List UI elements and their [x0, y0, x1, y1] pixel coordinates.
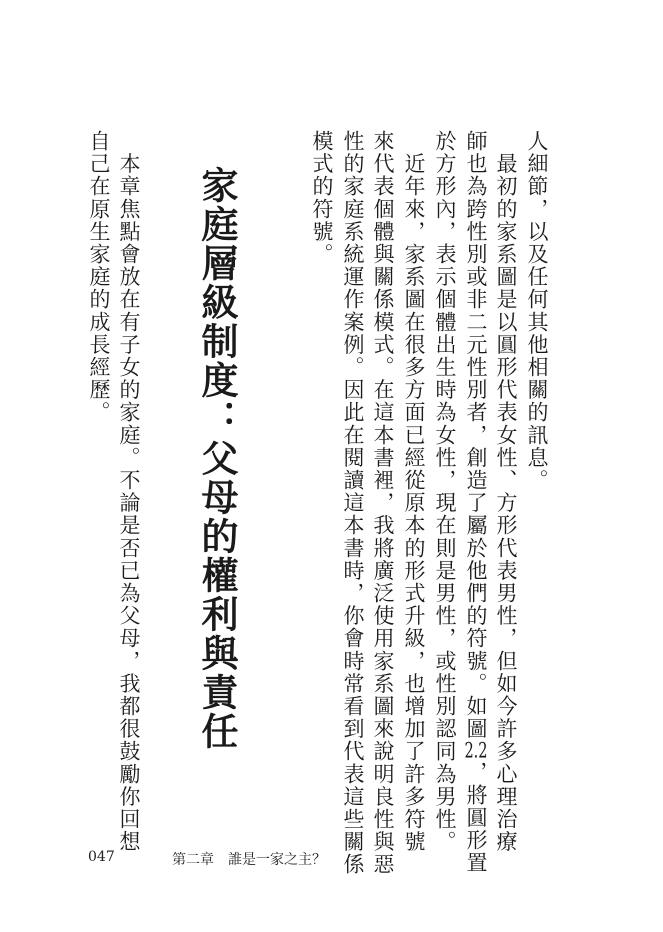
section-heading: 家庭層級制度：父母的權利與責任 [195, 166, 239, 751]
body-text-column-5: 近年來，家系圖在很多方面已經從原本的形式升級，也增加了許多符號 [402, 130, 426, 854]
body-text-column-4: 於方形內，表示個體出生時為女性，現在則是男性，或性別認同為男性。 [433, 130, 457, 854]
body-text-column-3-end: ，將圓形置 [464, 761, 488, 875]
section-text-column-1: 本章焦點會放在有子女的家庭。不論是否已為父母，我都很鼓勵你回想 [117, 130, 141, 854]
body-text-column-1: 人細節，以及任何其他相關的訊息。 [525, 130, 549, 492]
body-text-column-7: 性的家庭系統運作案例。因此在閱讀這本書時，你會時常看到代表這些關係 [341, 130, 365, 876]
body-text-column-3 [465, 130, 486, 874]
chapter-running-title: 第二章 誰是一家之主？ [172, 852, 326, 868]
body-text-column-8: 模式的符號。 [310, 130, 334, 266]
body-text-column-2: 最初的家系圖是以圓形代表女性、方形代表男性，但如今許多心理治療 [494, 130, 518, 854]
page-number: 047 [88, 849, 115, 865]
body-text-column-3-start: 師也為跨性別或非二元性別者，創造了屬於他們的符號。如圖 [464, 130, 488, 741]
section-text-column-2: 自己在原生家庭的成長經歷。 [87, 130, 111, 424]
figure-reference: 2.2 [464, 740, 488, 762]
body-text-column-6: 來代表個體與關係模式。在這本書裡，我將廣泛使用家系圖來說明良性與惡 [371, 130, 395, 876]
